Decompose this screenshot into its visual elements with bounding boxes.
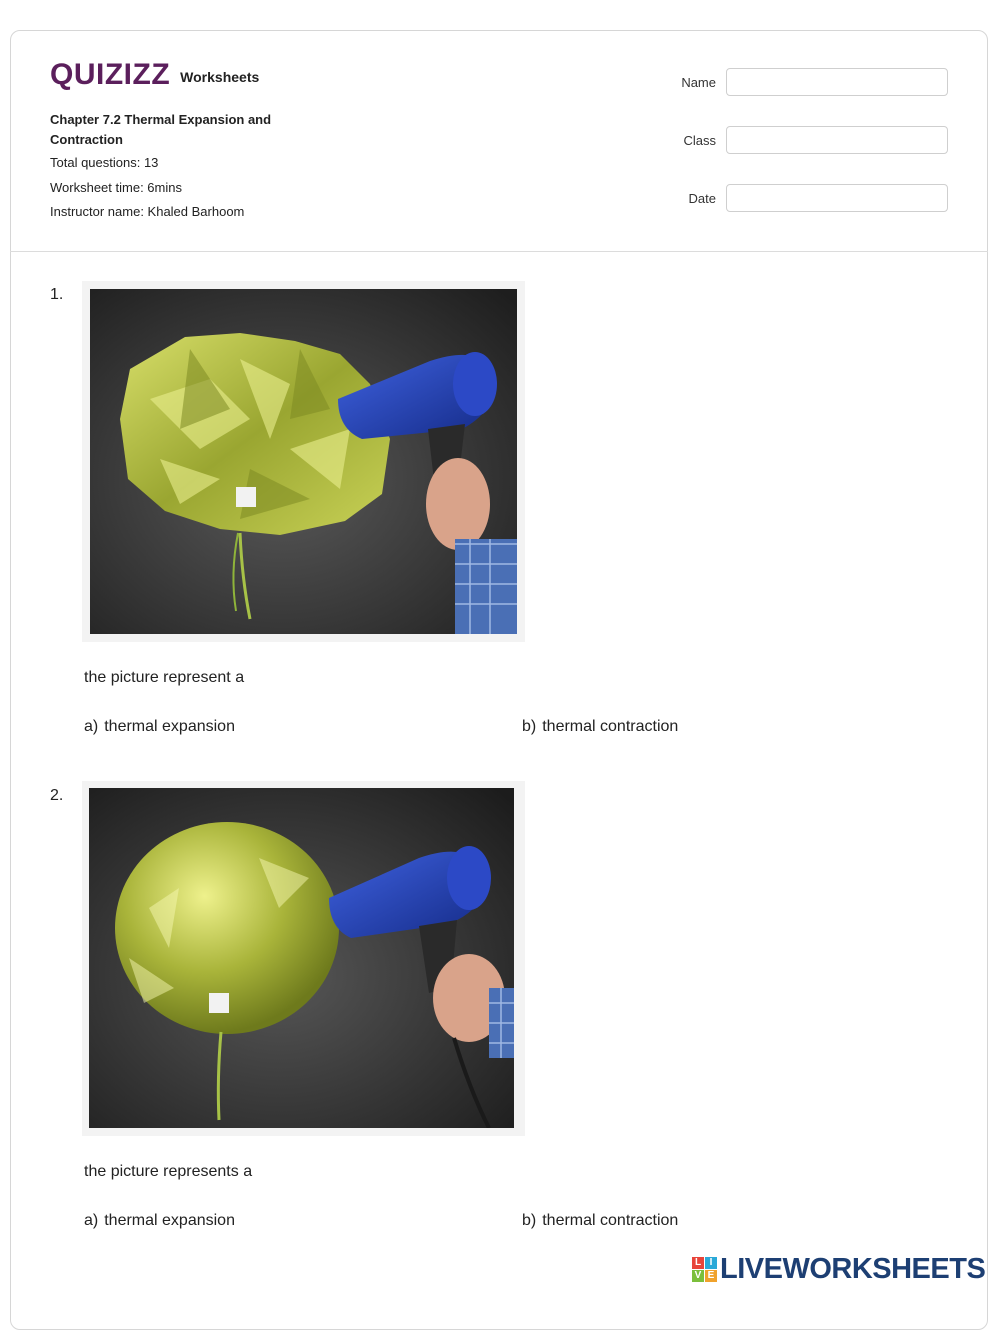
badge-letter: V <box>692 1270 704 1282</box>
badge-letter: I <box>705 1257 717 1269</box>
liveworksheets-logo <box>692 1253 985 1286</box>
worksheet-header <box>10 30 988 252</box>
name-label: Name <box>681 74 716 90</box>
question-1-number: 1. <box>50 286 64 303</box>
class-row <box>670 126 948 154</box>
question-1-option-b[interactable] <box>522 718 678 736</box>
worksheet-time: Worksheet time: 6mins <box>50 180 182 195</box>
question-1-prompt: the picture represent a <box>84 669 245 686</box>
option-letter: a) <box>84 1212 99 1229</box>
question-2-prompt: the picture represents a <box>84 1163 253 1180</box>
option-letter: b) <box>522 1212 537 1229</box>
quizizz-logo: QUIZIZZ <box>50 58 171 91</box>
inflated-balloon-hairdryer-photo <box>89 788 514 1128</box>
date-row <box>670 184 948 212</box>
option-text: thermal expansion <box>104 1212 235 1229</box>
question-1-image <box>82 281 525 642</box>
option-text: thermal contraction <box>542 1212 679 1229</box>
question-2-number: 2. <box>50 787 64 804</box>
question-2-image <box>82 781 525 1136</box>
name-field[interactable] <box>726 68 948 96</box>
name-row <box>670 68 948 96</box>
brand-subtitle: Worksheets <box>180 69 260 85</box>
badge-letter: E <box>705 1270 717 1282</box>
question-2-option-b[interactable] <box>522 1212 678 1230</box>
option-text: thermal contraction <box>542 718 679 735</box>
liveworksheets-badge-icon <box>692 1257 717 1282</box>
deflated-balloon-hairdryer-photo <box>90 289 517 634</box>
date-label: Date <box>688 190 716 206</box>
class-field[interactable] <box>726 126 948 154</box>
option-letter: a) <box>84 718 99 735</box>
class-label: Class <box>683 132 716 148</box>
option-text: thermal expansion <box>104 718 235 735</box>
option-letter: b) <box>522 718 537 735</box>
date-field[interactable] <box>726 184 948 212</box>
liveworksheets-text: LIVEWORKSHEETS <box>720 1253 986 1285</box>
instructor-name: Instructor name: Khaled Barhoom <box>50 204 245 219</box>
question-2-option-a[interactable] <box>84 1212 235 1230</box>
brand <box>50 58 259 92</box>
question-1-option-a[interactable] <box>84 718 235 736</box>
worksheet-title: Chapter 7.2 Thermal Expansion and Contraction <box>50 112 272 147</box>
badge-letter: L <box>692 1257 704 1269</box>
total-questions: Total questions: 13 <box>50 155 159 170</box>
